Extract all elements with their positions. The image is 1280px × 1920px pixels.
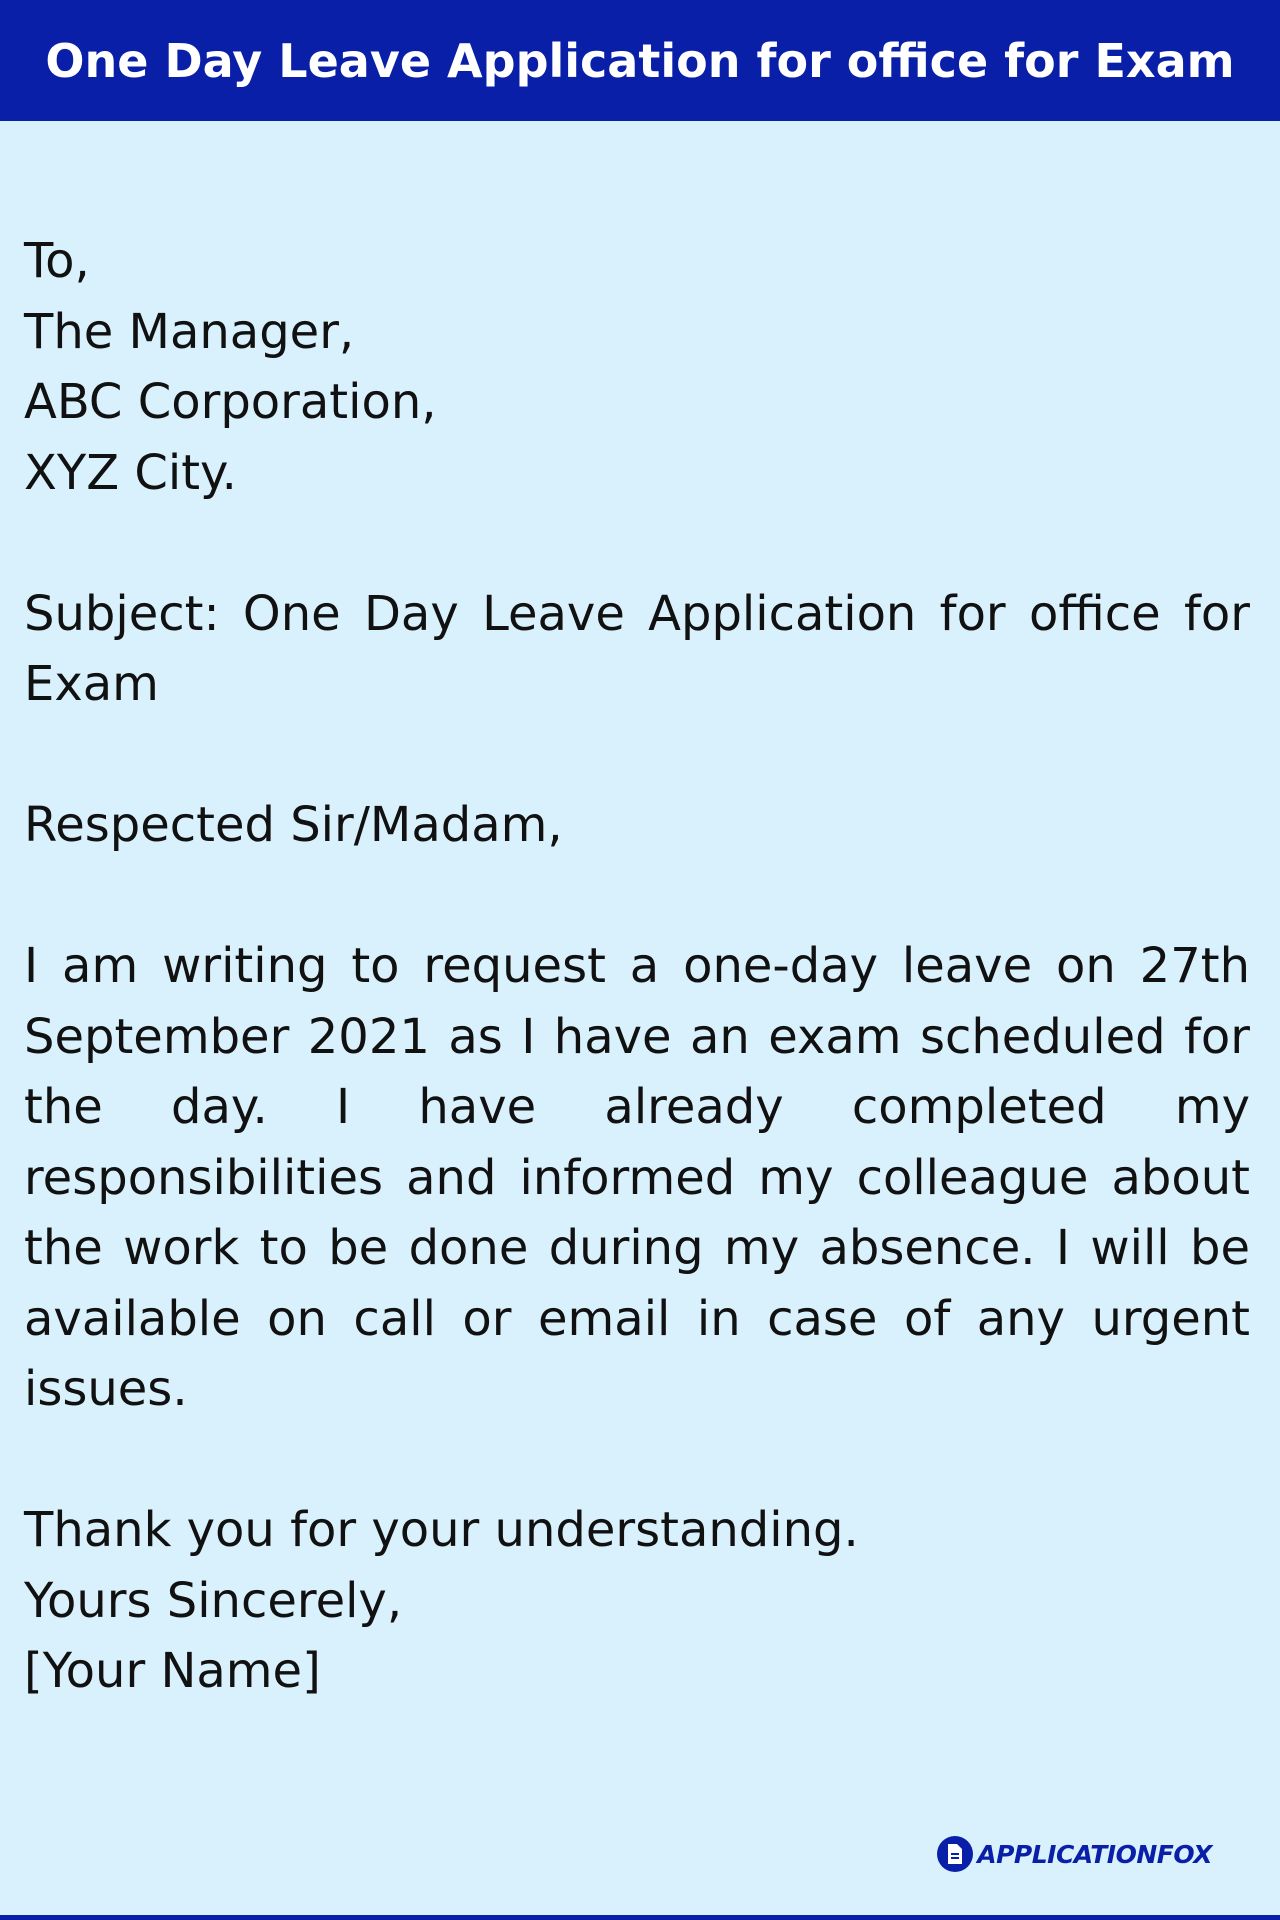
closing-line: Yours Sincerely, <box>24 1572 403 1629</box>
letter-paragraph: I am writing to request a one-day leave on 27th September 2021 as I have an exam scheduled for the day. I have already completed my responsibilities and informed my colleague about the work to be done during my absence. I will be available on call or email in case of any urgent issues. <box>24 938 1250 1417</box>
document-icon <box>937 1836 973 1872</box>
page-title: One Day Leave Application for office for Exam <box>45 33 1235 88</box>
address-line: ABC Corporation, <box>24 374 437 430</box>
salutation: Respected Sir/Madam, <box>24 797 563 853</box>
logo-text: APPLICATIONFOX <box>977 1839 1212 1869</box>
address-line: The Manager, <box>24 303 355 360</box>
bottom-border <box>0 1915 1280 1920</box>
address-line: To, <box>24 233 90 289</box>
page-header <box>0 0 1280 121</box>
letter-body <box>24 226 1250 1707</box>
applicationfox-logo <box>937 1836 1212 1872</box>
signature-placeholder: [Your Name] <box>24 1643 321 1699</box>
subject-line: Subject: One Day Leave Application for office for Exam <box>24 585 1250 712</box>
address-line: XYZ City. <box>24 444 237 501</box>
closing-line: Thank you for your understanding. <box>24 1502 859 1558</box>
